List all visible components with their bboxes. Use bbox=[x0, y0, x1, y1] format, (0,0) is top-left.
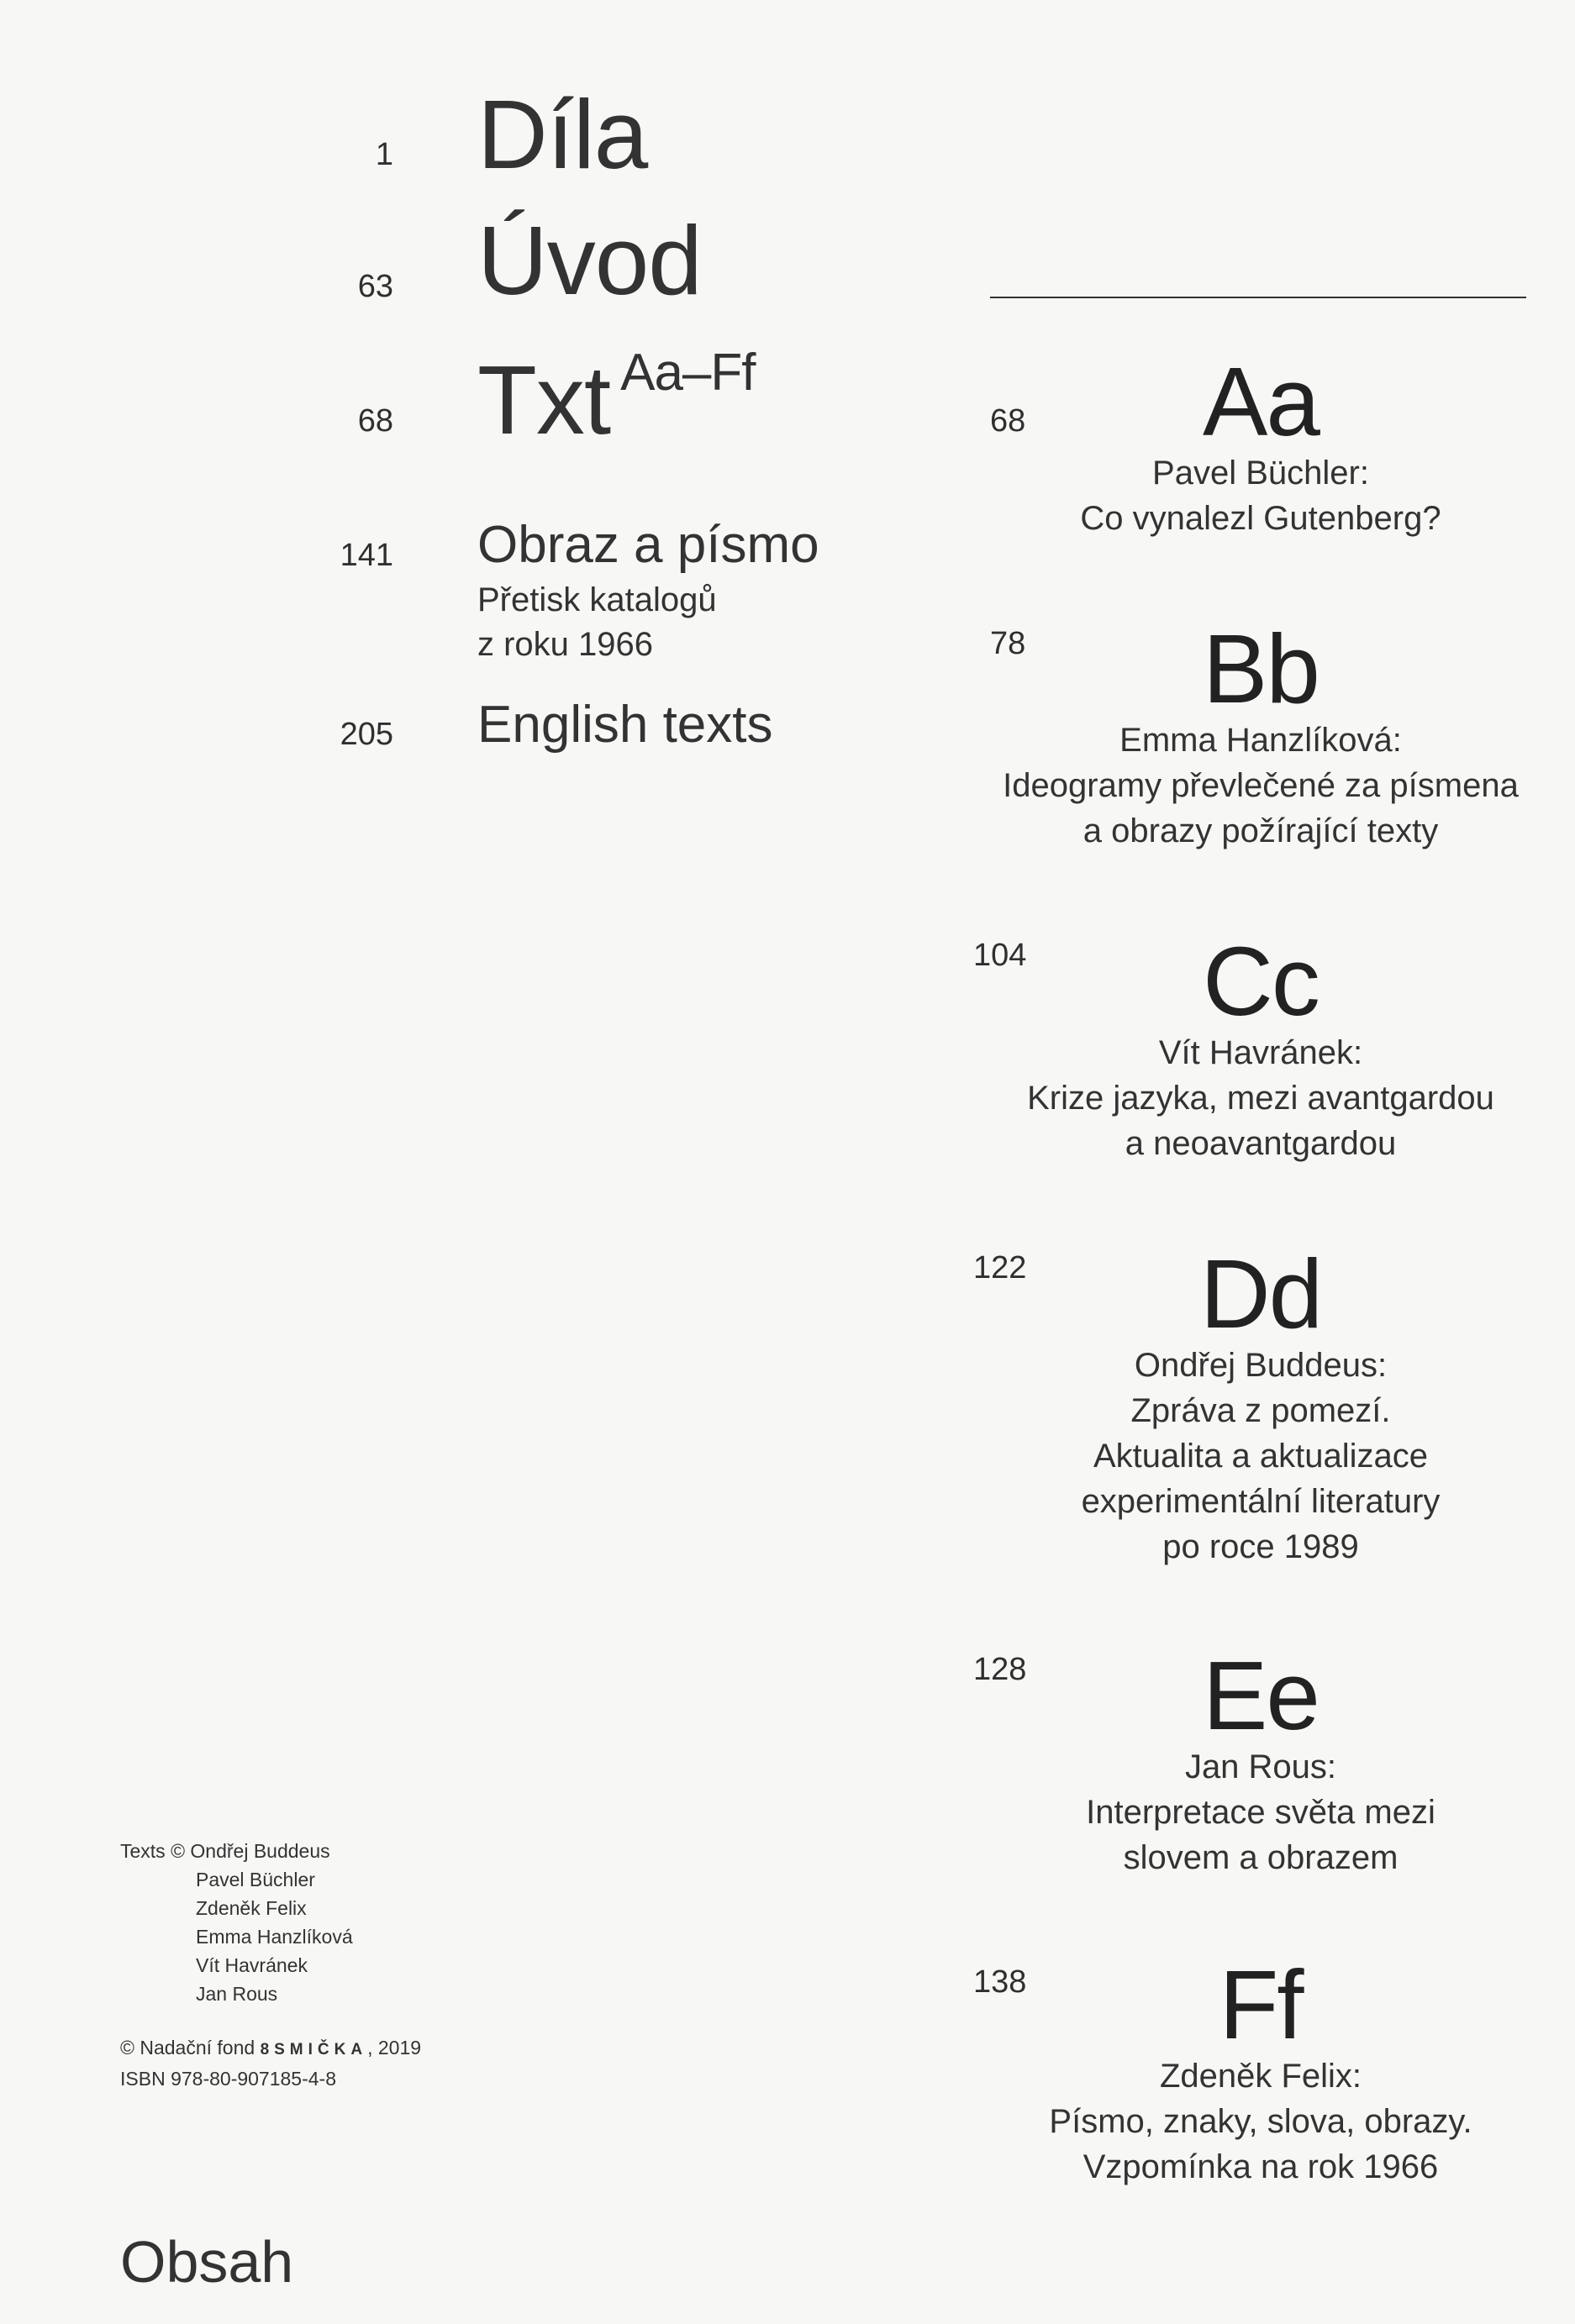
entry-title: Ideogramy převlečené za písmena bbox=[1003, 767, 1519, 804]
toc-title-obraz: Obraz a písmo bbox=[477, 516, 819, 574]
entry-dd bbox=[967, 1239, 1555, 1569]
toc-subtitle-line: Přetisk katalogů bbox=[477, 581, 717, 618]
toc-subtitle-obraz bbox=[477, 578, 717, 667]
entry-author: Ondřej Buddeus: bbox=[1134, 1347, 1388, 1384]
publisher-name: 8SMIČKA bbox=[260, 2041, 368, 2058]
page-title: Obsah bbox=[120, 2229, 294, 2295]
entry-page: 122 bbox=[973, 1250, 1027, 1286]
entry-letters: Ff bbox=[1219, 1950, 1303, 2059]
entry-title: Zpráva z pomezí. bbox=[1130, 1392, 1391, 1429]
entry-ee bbox=[967, 1641, 1555, 1880]
entry-cc bbox=[967, 927, 1555, 1166]
entry-title: Co vynalezl Gutenberg? bbox=[1080, 500, 1441, 537]
toc-page-205: 205 bbox=[340, 717, 393, 752]
entry-letters: Ee bbox=[1203, 1641, 1319, 1750]
isbn-line: ISBN 978-80-907185-4-8 bbox=[120, 2068, 336, 2090]
entry-title: Aktualita a aktualizace bbox=[1093, 1438, 1428, 1475]
entry-page: 128 bbox=[973, 1652, 1027, 1687]
entry-ff bbox=[967, 1950, 1555, 2190]
entry-letters: Cc bbox=[1203, 927, 1319, 1036]
credits-label: Texts © bbox=[120, 1840, 186, 1862]
entry-author: Jan Rous: bbox=[1184, 1748, 1337, 1785]
entry-author: Vít Havránek: bbox=[1158, 1034, 1363, 1071]
copyright-line: © Nadační fond 8SMIČKA, 2019 bbox=[120, 2037, 422, 2058]
credit-author: Ondřej Buddeus bbox=[190, 1840, 330, 1862]
entry-bb bbox=[967, 614, 1555, 854]
entry-page: 138 bbox=[973, 1964, 1027, 2000]
entry-page: 68 bbox=[990, 403, 1026, 439]
entry-author: Emma Hanzlíková: bbox=[1119, 722, 1402, 759]
toc-page-141: 141 bbox=[340, 538, 393, 573]
entry-title: po roce 1989 bbox=[1162, 1528, 1359, 1565]
credit-author: Zdeněk Felix bbox=[196, 1897, 307, 1919]
entry-title: Interpretace světa mezi bbox=[1086, 1794, 1435, 1831]
entry-author: Zdeněk Felix: bbox=[1159, 2058, 1362, 2095]
copyright-block bbox=[120, 2033, 421, 2093]
toc-title-txt-range: Aa–Ff bbox=[620, 344, 756, 402]
toc-title-dila: Díla bbox=[477, 80, 648, 189]
entry-letters: Aa bbox=[1203, 347, 1319, 456]
entry-page: 104 bbox=[973, 938, 1027, 973]
entry-author: Pavel Büchler: bbox=[1152, 455, 1369, 492]
toc-subtitle-line: z roku 1966 bbox=[477, 626, 654, 663]
toc-title-english: English texts bbox=[477, 696, 773, 754]
toc-title-txt: Txt $^{Aa-Ff}$ bbox=[477, 344, 756, 455]
entry-title: slovem a obrazem bbox=[1123, 1839, 1399, 1876]
toc-page-1: 1 bbox=[375, 137, 393, 172]
entry-title: a neoavantgardou bbox=[1125, 1125, 1397, 1162]
credit-author: Emma Hanzlíková bbox=[196, 1926, 353, 1948]
toc-page-63: 63 bbox=[357, 269, 393, 304]
divider-rule bbox=[990, 297, 1526, 298]
credit-author: Jan Rous bbox=[196, 1983, 278, 2005]
entry-title: Vzpomínka na rok 1966 bbox=[1082, 2148, 1439, 2185]
entry-letters: Bb bbox=[1203, 614, 1319, 723]
toc-page-68: 68 bbox=[357, 403, 393, 439]
credits-first-line bbox=[120, 1837, 353, 1865]
credits-block bbox=[120, 1837, 353, 2008]
credit-author: Pavel Büchler bbox=[196, 1869, 315, 1890]
entry-title: experimentální literatury bbox=[1081, 1483, 1441, 1520]
entry-aa bbox=[967, 347, 1555, 541]
toc-title-uvod: Úvod bbox=[477, 206, 702, 315]
entry-title: Krize jazyka, mezi avantgardou bbox=[1027, 1080, 1494, 1117]
entry-title: a obrazy požírající texty bbox=[1082, 812, 1439, 849]
credit-author: Vít Havránek bbox=[196, 1954, 308, 1976]
entry-title: Písmo, znaky, slova, obrazy. bbox=[1049, 2103, 1472, 2140]
entry-page: 78 bbox=[990, 626, 1026, 661]
entry-letters: Dd bbox=[1199, 1239, 1322, 1349]
